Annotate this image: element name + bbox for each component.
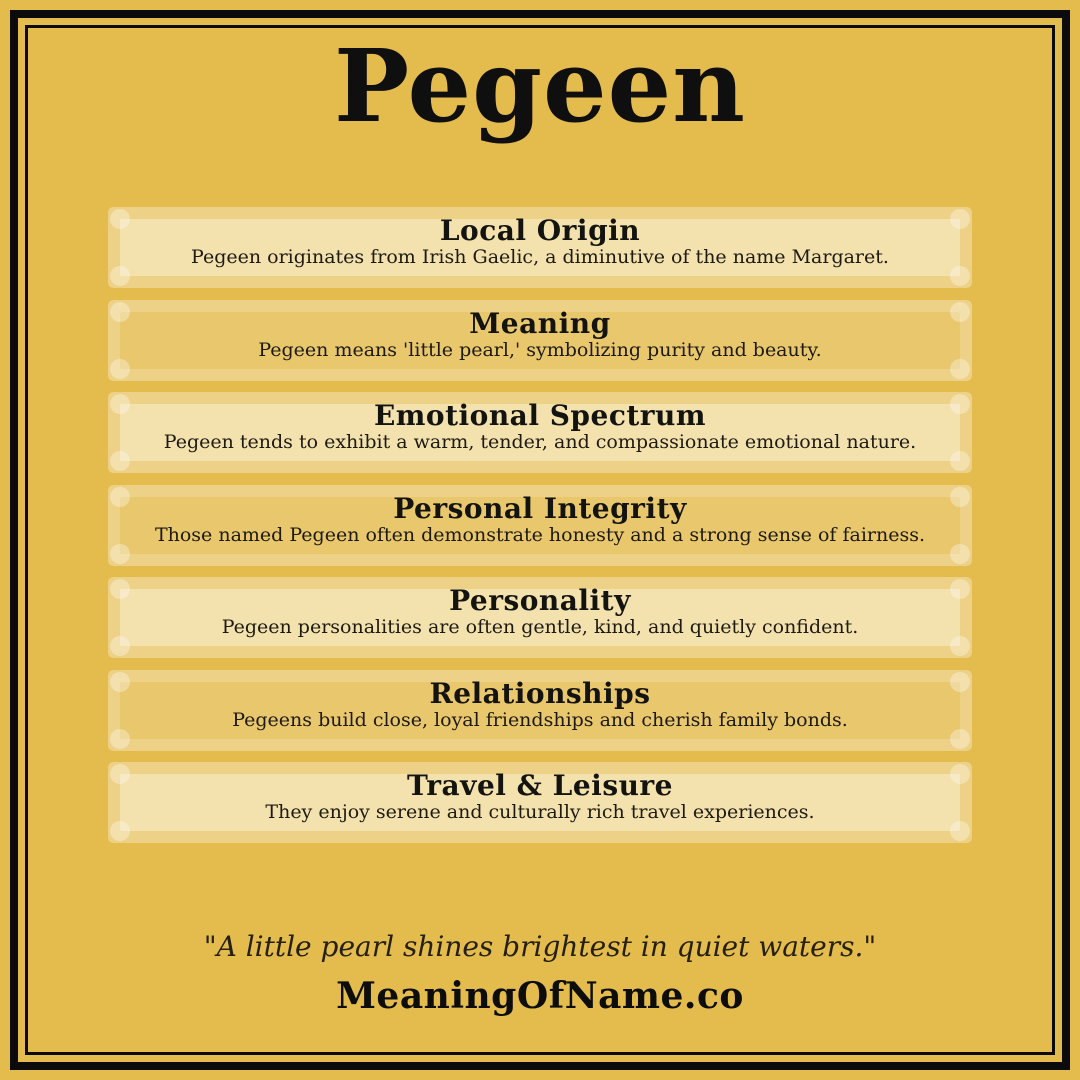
section-banner (108, 577, 972, 658)
section-description: Those named Pegeen often demonstrate honesty and a strong sense of fairness. (154, 523, 926, 546)
banner-text (118, 585, 962, 639)
section-heading: Relationships (429, 676, 651, 710)
site-name: MeaningOfName.co (336, 975, 744, 1017)
section-banner (108, 207, 972, 288)
section-heading: Meaning (469, 306, 611, 340)
section-banner (108, 300, 972, 381)
section-heading: Personality (449, 584, 631, 617)
corner-rivet-icon (110, 266, 130, 286)
banner-text (118, 493, 962, 547)
name-title: Pegeen (333, 27, 746, 145)
sections-list (108, 207, 972, 843)
corner-rivet-icon (110, 729, 130, 749)
corner-rivet-icon (950, 636, 970, 656)
section-heading: Personal Integrity (393, 491, 687, 525)
section-description: Pegeens build close, loyal friendships and cherish family bonds. (232, 708, 848, 731)
section-description: They enjoy serene and culturally rich travel experiences. (265, 801, 815, 823)
section-heading: Local Origin (439, 214, 641, 247)
corner-rivet-icon (110, 636, 130, 656)
section-banner (108, 670, 972, 751)
section-heading: Emotional Spectrum (373, 399, 707, 432)
banner-text (118, 400, 962, 454)
corner-rivet-icon (950, 451, 970, 471)
section-banner (108, 762, 972, 843)
section-description: Pegeen tends to exhibit a warm, tender, and compassionate emotional nature. (163, 431, 917, 453)
banner-text (118, 678, 962, 732)
banner-text (118, 770, 962, 824)
corner-rivet-icon (950, 544, 970, 564)
corner-rivet-icon (950, 821, 970, 841)
corner-rivet-icon (110, 359, 130, 379)
section-banner (108, 485, 972, 566)
section-description: Pegeen originates from Irish Gaelic, a diminutive of the name Margaret. (191, 246, 889, 268)
section-heading: Travel & Leisure (406, 769, 673, 802)
banner-text (118, 308, 962, 362)
section-banner (108, 392, 972, 473)
corner-rivet-icon (950, 266, 970, 286)
corner-rivet-icon (950, 359, 970, 379)
corner-rivet-icon (950, 729, 970, 749)
banner-text (118, 215, 962, 269)
corner-rivet-icon (110, 821, 130, 841)
section-description: Pegeen means 'little pearl,' symbolizing purity and beauty. (258, 338, 822, 361)
corner-rivet-icon (110, 544, 130, 564)
corner-rivet-icon (110, 451, 130, 471)
section-description: Pegeen personalities are often gentle, kind, and quietly confident. (221, 616, 859, 638)
quote-text: "A little pearl shines brightest in quiet waters." (203, 930, 877, 963)
